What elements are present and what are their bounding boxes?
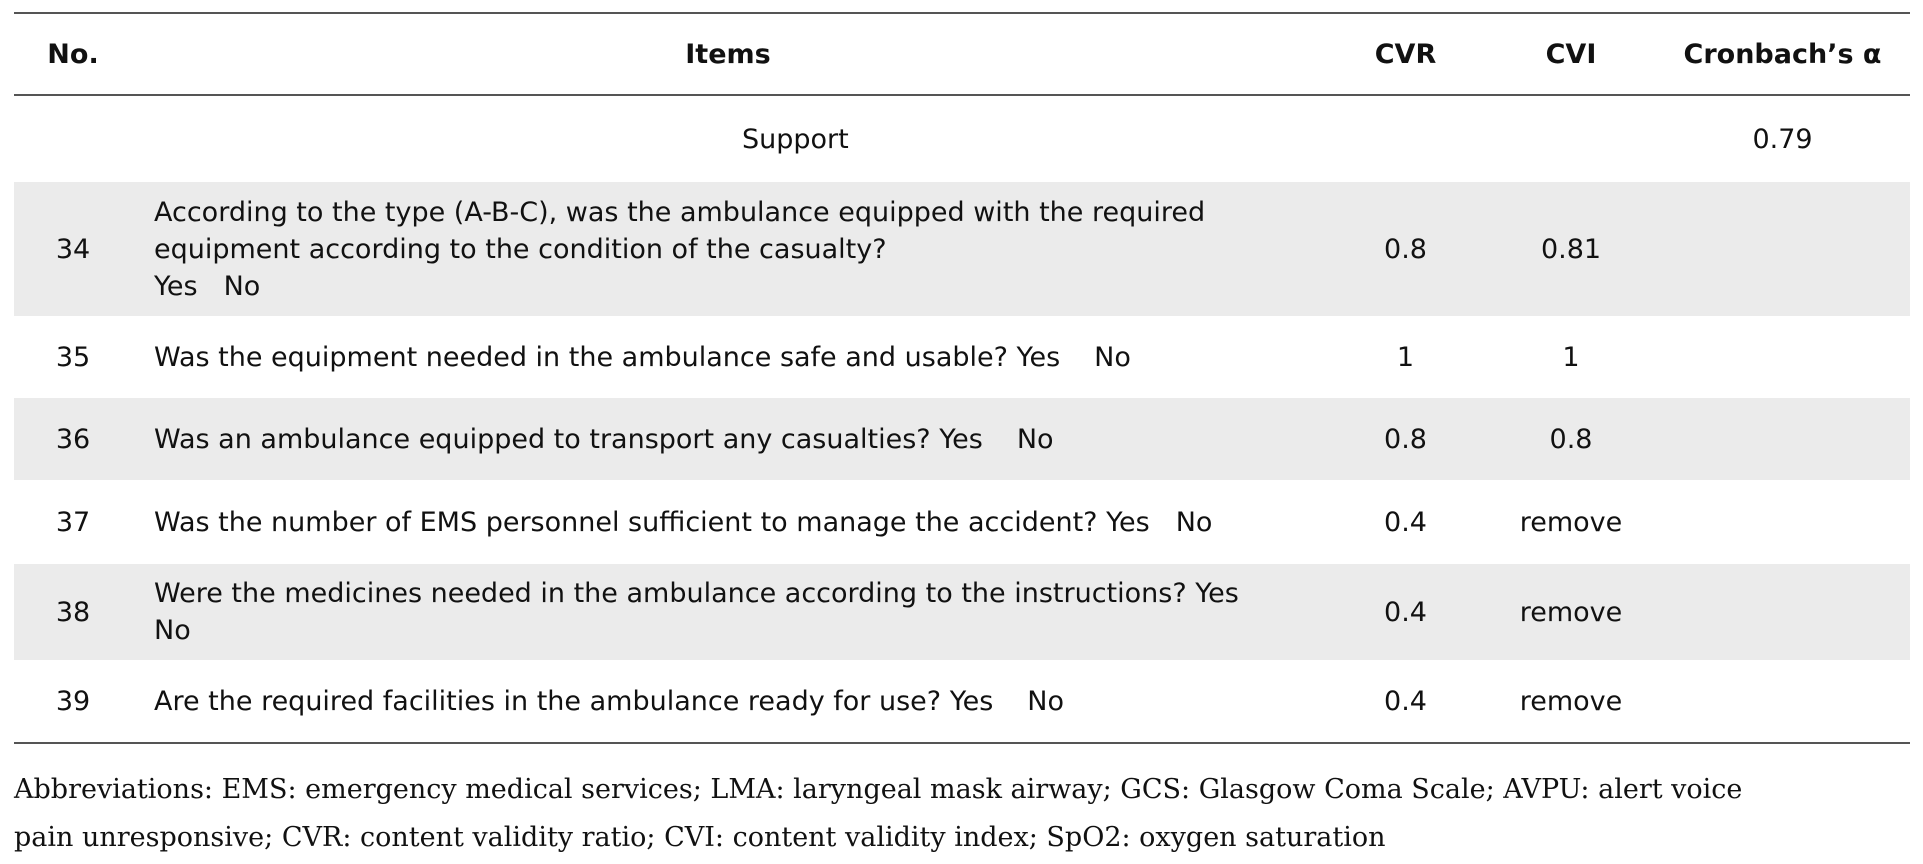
table-row (14, 398, 1910, 480)
row-number: 36 (14, 398, 132, 480)
row-number: 35 (55, 341, 91, 373)
footnote-line: Abbreviations: EMS: emergency medical services; LMA: laryngeal mask airway; GCS: Glasgow Coma Scale; AVPU: alert voice (14, 774, 1743, 805)
yes-option: Yes (1016, 341, 1061, 373)
validity-table (14, 12, 1910, 744)
section-row-support (14, 95, 1910, 182)
no-option: No (223, 270, 261, 302)
no-option: No (1094, 341, 1131, 373)
yes-option: Yes (939, 423, 983, 455)
item-line: Was the number of EMS personnel sufficient to manage the accident? (154, 506, 1098, 538)
item-line: Was an ambulance equipped to transport any casualties? (154, 423, 931, 455)
table-row (14, 564, 1910, 660)
cvi-value: 0.81 (1487, 182, 1655, 316)
header-cvi: CVI (1545, 38, 1597, 70)
cvi-value: 0.8 (1487, 398, 1655, 480)
alpha-cell (1655, 182, 1910, 316)
item-line: equipment according to the condition of the casualty? (154, 233, 887, 265)
item-text (132, 660, 1324, 743)
item-text (132, 398, 1324, 480)
table-row (14, 182, 1910, 316)
cvr-value: 0.4 (1384, 506, 1427, 538)
yes-option: Yes (154, 270, 198, 302)
table-row (14, 660, 1910, 743)
header-cvr: CVR (1374, 38, 1437, 70)
item-text (132, 182, 1324, 316)
cvr-value: 0.4 (1324, 564, 1487, 660)
cvr-value: 0.8 (1324, 182, 1487, 316)
abbreviations-footnote (14, 766, 1914, 862)
item-text (132, 564, 1324, 660)
no-option: No (1027, 685, 1065, 717)
item-line: According to the type (A-B-C), was the ambulance equipped with the required (154, 196, 1206, 228)
item-text (132, 316, 1324, 398)
section-cvi-cell (1487, 95, 1655, 182)
alpha-cell (1655, 398, 1910, 480)
row-number: 38 (14, 564, 132, 660)
yes-option: Yes (949, 685, 994, 717)
section-no-cell (14, 95, 132, 182)
alpha-cell (1655, 564, 1910, 660)
footnote-line: pain unresponsive; CVR: content validity ratio; CVI: content validity index; SpO2: oxygen saturation (14, 822, 1386, 853)
table-row (14, 480, 1910, 564)
cvr-value: 0.8 (1324, 398, 1487, 480)
table-row (14, 316, 1910, 398)
validity-table-wrapper (14, 12, 1910, 744)
cvi-value: remove (1487, 564, 1655, 660)
alpha-cell (1655, 480, 1910, 564)
cvr-value: 1 (1396, 341, 1415, 373)
header-items: Items (685, 38, 771, 70)
no-option: No (154, 615, 191, 646)
no-option: No (1016, 423, 1054, 455)
yes-option: Yes (1195, 578, 1239, 609)
row-number: 34 (14, 182, 132, 316)
no-option: No (1175, 506, 1213, 538)
section-label: Support (742, 123, 849, 155)
cvr-value: 0.4 (1384, 685, 1427, 717)
header-alpha: Cronbach’s α (1683, 38, 1882, 70)
cvi-value: 1 (1562, 341, 1580, 373)
header-no: No. (47, 38, 99, 70)
row-number: 39 (55, 685, 91, 717)
item-line: Were the medicines needed in the ambulance according to the instructions? (154, 578, 1187, 609)
section-cvr-cell (1324, 95, 1487, 182)
section-alpha: 0.79 (1752, 123, 1813, 155)
header-row (14, 13, 1910, 95)
item-line: Are the required facilities in the ambulance ready for use? (154, 685, 942, 717)
item-text (132, 480, 1324, 564)
item-line: Was the equipment needed in the ambulance safe and usable? (154, 341, 1008, 373)
row-number: 37 (55, 506, 91, 538)
yes-option: Yes (1106, 506, 1150, 538)
cvi-value: remove (1519, 506, 1623, 538)
cvi-value: remove (1519, 685, 1623, 717)
alpha-cell (1655, 316, 1910, 398)
alpha-cell (1655, 660, 1910, 743)
